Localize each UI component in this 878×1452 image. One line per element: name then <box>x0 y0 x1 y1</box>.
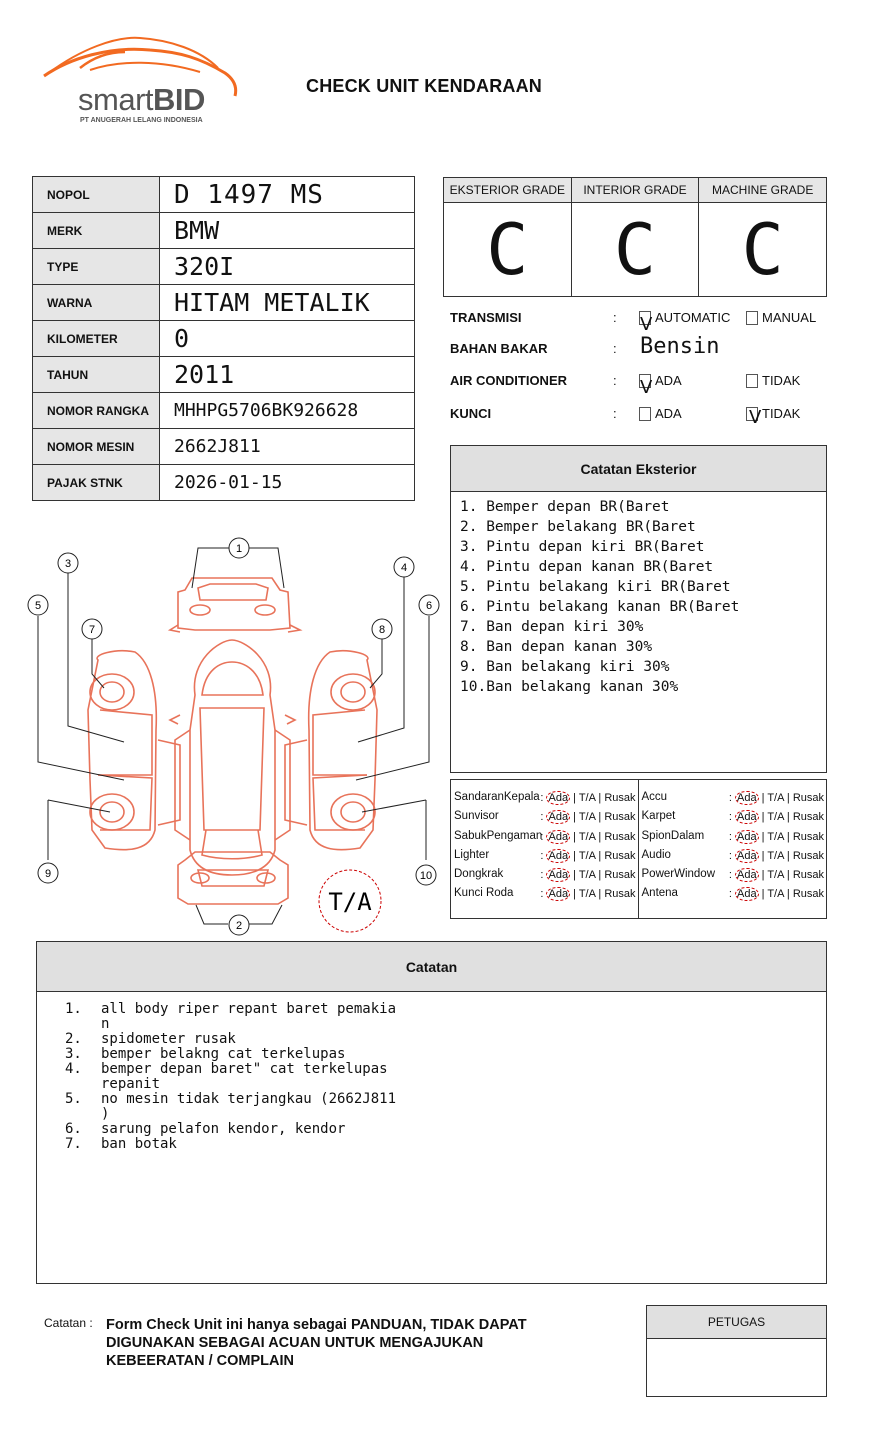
list-item <box>65 1062 826 1092</box>
item-number: 4. <box>65 1061 82 1077</box>
petugas-signature-box <box>646 1305 827 1397</box>
list-item <box>65 1002 826 1032</box>
marker-label: 6 <box>425 600 433 612</box>
table-row <box>33 285 415 321</box>
grade-label: INTERIOR GRADE <box>572 178 699 203</box>
list-item <box>65 1047 826 1062</box>
marker-label: 5 <box>34 600 42 612</box>
status-options: | T/A | Rusak <box>761 792 824 804</box>
kunci-ada-label: ADA <box>655 406 682 421</box>
item-number: 2. <box>65 1031 82 1047</box>
ac-label: AIR CONDITIONER <box>450 373 567 388</box>
exterior-notes-list <box>451 492 826 697</box>
accessories-panel <box>450 779 827 919</box>
notes-list <box>37 992 826 1152</box>
marker-label: 10 <box>419 870 433 882</box>
check-mark-icon: V <box>640 377 653 398</box>
exterior-notes-panel <box>450 445 827 773</box>
table-row <box>33 357 415 393</box>
table-row <box>33 393 415 429</box>
status-options: | T/A | Rusak <box>573 830 636 843</box>
accessory-row <box>639 849 827 868</box>
item-text: all body riper repant baret pemakia n <box>101 1001 397 1032</box>
accessory-row <box>451 830 638 849</box>
notes-title: Catatan <box>37 942 826 992</box>
item-text: ban botak <box>101 1136 177 1152</box>
accessory-status: : Ada | T/A | Rusak <box>728 811 824 824</box>
kunci-ada-checkbox[interactable] <box>639 407 651 421</box>
status-ada-circled: Ada <box>736 888 757 901</box>
status-ada-circled: Ada <box>548 830 569 843</box>
marker-label: 8 <box>378 624 386 636</box>
status-options: | T/A | Rusak <box>573 888 636 901</box>
car-damage-diagram <box>20 530 445 940</box>
check-mark-icon: V <box>749 407 762 428</box>
field-value-tahun: 2011 <box>160 357 415 393</box>
accessory-status: : Ada | T/A | Rusak <box>728 869 824 882</box>
bahan-bakar-value: Bensin <box>640 334 720 359</box>
marker-label: 3 <box>64 558 72 570</box>
accessory-status: : Ada | T/A | Rusak <box>728 830 824 843</box>
item-text: sarung pelafon kendor, kendor <box>101 1121 346 1137</box>
accessory-name: SandaranKepala <box>454 791 540 803</box>
field-label: PAJAK STNK <box>33 465 160 501</box>
ac-ada-label: ADA <box>655 373 682 388</box>
accessory-row <box>451 810 638 829</box>
list-item: 5. Pintu belakang kiri BR(Baret <box>460 579 731 595</box>
field-label: TYPE <box>33 249 160 285</box>
brand-subtitle: PT ANUGERAH LELANG INDONESIA <box>80 117 203 124</box>
status-options: | T/A | Rusak <box>573 849 636 862</box>
kunci-label: KUNCI <box>450 406 492 421</box>
exterior-notes-title: Catatan Eksterior <box>451 446 826 492</box>
status-options: | T/A | Rusak <box>761 869 824 882</box>
accessory-status: : Ada | T/A | Rusak <box>540 849 636 862</box>
grade-label: MACHINE GRADE <box>699 178 826 203</box>
status-ada-circled: Ada <box>736 849 757 862</box>
colon: : <box>613 406 617 421</box>
notes-panel <box>36 941 827 1284</box>
field-value-warna: HITAM METALIK <box>160 285 415 321</box>
grade-value: C <box>741 208 784 291</box>
table-row <box>33 321 415 357</box>
colon: : <box>613 310 617 325</box>
accessory-name: Accu <box>641 791 668 803</box>
petugas-label: PETUGAS <box>647 1306 826 1339</box>
accessories-left-column <box>451 780 639 918</box>
list-item: 9. Ban belakang kiri 30% <box>460 659 670 675</box>
status-options: | T/A | Rusak <box>573 792 636 804</box>
grade-interior <box>572 178 700 296</box>
accessory-status: : Ada | T/A | Rusak <box>728 792 824 804</box>
accessory-row <box>451 868 638 887</box>
accessory-status: : Ada | T/A | Rusak <box>728 888 824 901</box>
accessory-name: Audio <box>641 848 671 861</box>
table-row <box>33 177 415 213</box>
list-item: 1. Bemper depan BR(Baret <box>460 499 670 515</box>
accessory-row <box>639 791 827 810</box>
footer-disclaimer: Form Check Unit ini hanya sebagai PANDUAN, TIDAK DAPAT DIGUNAKAN SEBAGAI ACUAN UNTUK MENGAJUKAN KEBEERATAN / COMPLAIN <box>106 1317 527 1369</box>
accessory-name: Antena <box>641 887 678 900</box>
marker-label: 1 <box>235 543 243 555</box>
status-ada-circled: Ada <box>548 869 569 882</box>
status-ada-circled: Ada <box>736 869 757 882</box>
item-number: 7. <box>65 1136 82 1152</box>
list-item: 7. Ban depan kiri 30% <box>460 619 644 635</box>
status-options: | T/A | Rusak <box>573 811 636 824</box>
brand-name: smartBID <box>78 82 205 117</box>
grade-label: EKSTERIOR GRADE <box>444 178 571 203</box>
grade-value: C <box>486 208 529 291</box>
vehicle-info-table <box>32 176 415 501</box>
status-ada-circled: Ada <box>548 888 569 901</box>
marker-label: 4 <box>400 562 408 574</box>
field-label: TAHUN <box>33 357 160 393</box>
list-item: 2. Bemper belakang BR(Baret <box>460 519 696 535</box>
grade-machine <box>699 178 826 296</box>
footer-label: Catatan : <box>44 1316 93 1330</box>
item-number: 5. <box>65 1091 82 1107</box>
field-label: NOMOR MESIN <box>33 429 160 465</box>
grade-exterior <box>444 178 572 296</box>
colon: : <box>613 341 617 356</box>
item-number: 1. <box>65 1001 82 1017</box>
field-value-rangka: MHHPG5706BK926628 <box>160 393 415 429</box>
field-value-kilometer: 0 <box>160 321 415 357</box>
status-options: | T/A | Rusak <box>761 830 824 843</box>
status-options: | T/A | Rusak <box>761 888 824 901</box>
car-outline-icon <box>88 578 377 904</box>
list-item: 3. Pintu depan kiri BR(Baret <box>460 539 705 555</box>
field-label: WARNA <box>33 285 160 321</box>
accessory-row <box>639 868 827 887</box>
field-label: NOPOL <box>33 177 160 213</box>
manual-option-label: MANUAL <box>762 310 817 325</box>
leader-lines <box>38 548 429 924</box>
accessory-name: PowerWindow <box>641 868 715 881</box>
transmisi-label: TRANSMISI <box>450 310 522 325</box>
accessory-name: Lighter <box>454 848 490 861</box>
list-item: 4. Pintu depan kanan BR(Baret <box>460 559 714 575</box>
accessories-right-column <box>639 780 827 918</box>
ac-tidak-checkbox[interactable] <box>746 374 758 388</box>
accessory-row <box>451 849 638 868</box>
grade-panel <box>443 177 827 297</box>
field-value-nopol: D 1497 MS <box>160 177 415 213</box>
list-item <box>65 1092 826 1122</box>
accessory-status: : Ada | T/A | Rusak <box>540 830 636 843</box>
status-options: | T/A | Rusak <box>761 849 824 862</box>
item-text: no mesin tidak terjangkau (2662J811 ) <box>101 1091 397 1122</box>
item-number: 6. <box>65 1121 82 1137</box>
accessory-row <box>639 887 827 906</box>
accessory-name: Kunci Roda <box>454 887 514 900</box>
table-row <box>33 213 415 249</box>
item-number: 3. <box>65 1046 82 1062</box>
table-row <box>33 429 415 465</box>
accessory-row <box>639 810 827 829</box>
item-text: bemper depan baret" cat terkelupas repanit <box>101 1061 388 1092</box>
marker-label: 7 <box>88 624 96 636</box>
list-item: 8. Ban depan kanan 30% <box>460 639 653 655</box>
field-label: MERK <box>33 213 160 249</box>
status-ada-circled: Ada <box>736 811 757 824</box>
field-label: KILOMETER <box>33 321 160 357</box>
accessory-status: : Ada | T/A | Rusak <box>728 849 824 862</box>
list-item <box>65 1137 826 1152</box>
field-value-mesin: 2662J811 <box>160 429 415 465</box>
page-title: CHECK UNIT KENDARAAN <box>306 76 542 96</box>
automatic-option-label: AUTOMATIC <box>655 310 731 325</box>
list-item: 10.Ban belakang kanan 30% <box>460 679 679 695</box>
field-value-type: 320I <box>160 249 415 285</box>
marker-label: 2 <box>235 920 243 932</box>
grade-value: C <box>613 208 657 291</box>
accessory-name: Sunvisor <box>454 810 499 823</box>
brand-logo <box>40 28 240 128</box>
list-item <box>65 1032 826 1047</box>
accessory-status: : Ada | T/A | Rusak <box>540 888 636 901</box>
list-item <box>65 1122 826 1137</box>
accessory-name: SpionDalam <box>641 829 705 842</box>
table-row <box>33 249 415 285</box>
item-text: spidometer rusak <box>101 1031 236 1047</box>
status-options: | T/A | Rusak <box>761 811 824 824</box>
accessory-name: Karpet <box>641 810 676 823</box>
ta-label: T/A <box>328 888 372 916</box>
status-options: | T/A | Rusak <box>573 869 636 882</box>
marker-label: 9 <box>44 868 52 880</box>
manual-checkbox[interactable] <box>746 311 758 325</box>
accessory-status: : Ada | T/A | Rusak <box>540 811 636 824</box>
field-label: NOMOR RANGKA <box>33 393 160 429</box>
field-value-pajak: 2026-01-15 <box>160 465 415 501</box>
accessory-name: Dongkrak <box>454 868 504 881</box>
accessory-name: SabukPengaman <box>454 829 543 842</box>
accessory-row <box>451 791 638 810</box>
table-row <box>33 465 415 501</box>
bahan-bakar-label: BAHAN BAKAR <box>450 341 548 356</box>
status-ada-circled: Ada <box>548 849 569 862</box>
status-ada-circled: Ada <box>736 792 757 804</box>
item-text: bemper belakng cat terkelupas <box>101 1046 346 1062</box>
accessory-row <box>451 887 638 906</box>
status-ada-circled: Ada <box>548 792 569 804</box>
accessory-row <box>639 830 827 849</box>
status-ada-circled: Ada <box>736 830 757 843</box>
ac-tidak-label: TIDAK <box>762 373 801 388</box>
list-item: 6. Pintu belakang kanan BR(Baret <box>460 599 740 615</box>
colon: : <box>613 373 617 388</box>
accessory-status: : Ada | T/A | Rusak <box>540 869 636 882</box>
kunci-tidak-label: TIDAK <box>762 406 801 421</box>
accessory-status: : Ada | T/A | Rusak <box>540 792 636 804</box>
field-value-merk: BMW <box>160 213 415 249</box>
status-ada-circled: Ada <box>548 811 569 824</box>
check-mark-icon: V <box>640 314 653 335</box>
